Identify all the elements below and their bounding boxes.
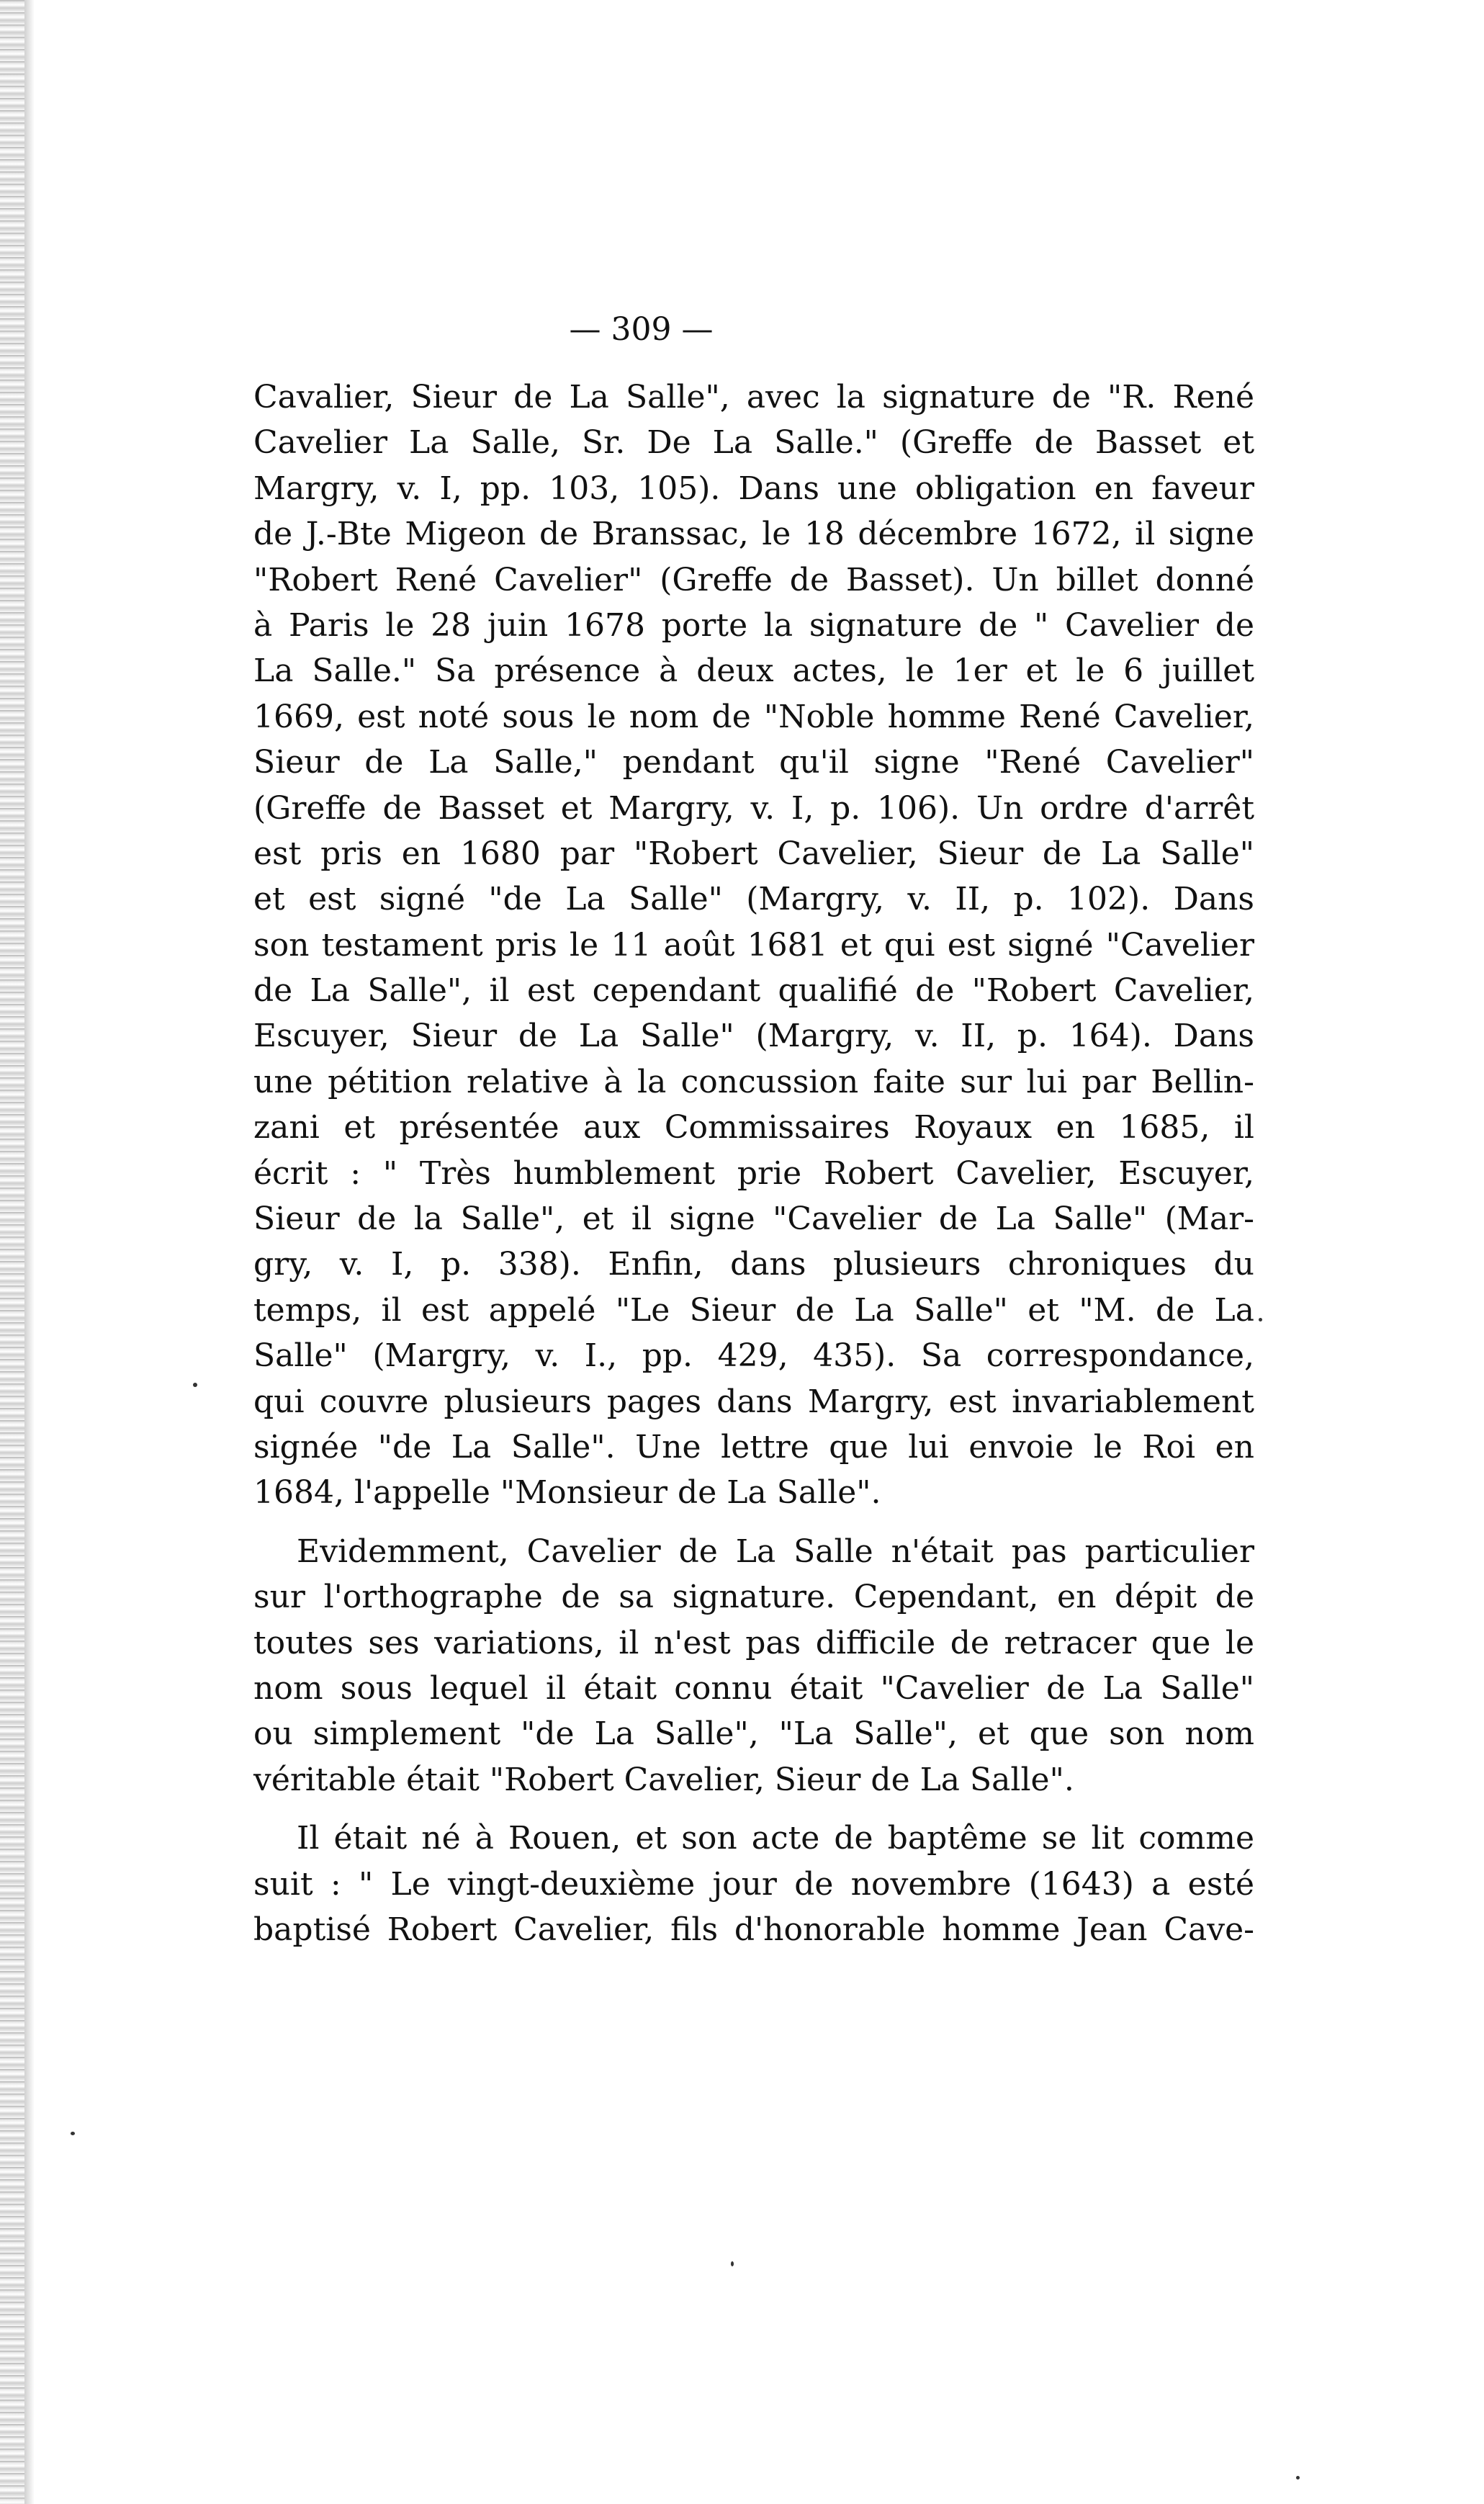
text-line: Cavalier, Sieur de La Salle", avec la signature de "R. René [253, 379, 1254, 416]
text-line: de La Salle", il est cependant qualifié de "Robert Cavelier, [253, 972, 1254, 1010]
text-line: gry, v. I, p. 338). Enfin, dans plusieurs chroniques du [253, 1246, 1254, 1283]
page-number: — 309 — [569, 311, 714, 348]
text-line: son testament pris le 11 août 1681 et qui est signé "Cavelier [253, 926, 1254, 964]
scan-speck [1259, 1318, 1262, 1321]
scan-speck [193, 1383, 197, 1387]
paragraph [253, 1529, 1254, 1803]
text-line: ou simplement "de La Salle", "La Salle", et que son nom [253, 1715, 1254, 1753]
text-line: baptisé Robert Cavelier, fils d'honorable homme Jean Cave- [253, 1911, 1254, 1948]
scan-binding-shadow [24, 0, 35, 2504]
text-line: Salle" (Margry, v. I., pp. 429, 435). Sa correspondance, [253, 1337, 1254, 1375]
text-line: Escuyer, Sieur de La Salle" (Margry, v. II, p. 164). Dans [253, 1018, 1254, 1055]
text-line: véritable était "Robert Cavelier, Sieur de La Salle". [253, 1761, 1074, 1798]
text-line: 1669, est noté sous le nom de "Noble homme René Cavelier, [253, 698, 1254, 735]
text-line: (Greffe de Basset et Margry, v. I, p. 106). Un ordre d'arrêt [253, 789, 1254, 827]
text-line: Il était né à Rouen, et son acte de baptême se lit comme [297, 1820, 1254, 1857]
text-line: Cavelier La Salle, Sr. De La Salle." (Greffe de Basset et [253, 424, 1254, 462]
scan-binding-edge [0, 0, 24, 2504]
paragraph [253, 1816, 1254, 1952]
text-line: zani et présentée aux Commissaires Royaux en 1685, il [253, 1109, 1254, 1146]
text-line: écrit : " Très humblement prie Robert Cavelier, Escuyer, [253, 1154, 1254, 1192]
text-line: Evidemment, Cavelier de La Salle n'était pas particulier [297, 1533, 1254, 1570]
text-line: "Robert René Cavelier" (Greffe de Basset). Un billet donné [253, 561, 1254, 598]
scan-speck [71, 2132, 75, 2135]
text-line: Margry, v. I, pp. 103, 105). Dans une obligation en faveur [253, 470, 1254, 507]
body-text [253, 374, 1254, 1952]
text-line: La Salle." Sa présence à deux actes, le 1er et le 6 juillet [253, 652, 1254, 690]
scan-speck [731, 2261, 734, 2266]
text-line: Sieur de La Salle," pendant qu'il signe "René Cavelier" [253, 744, 1254, 781]
text-line: suit : " Le vingt-deuxième jour de novembre (1643) a esté [253, 1865, 1254, 1903]
text-line: toutes ses variations, il n'est pas difficile de retracer que le [253, 1624, 1254, 1661]
text-line: signée "de La Salle". Une lettre que lui envoie le Roi en [253, 1428, 1254, 1466]
scan-speck [1296, 2476, 1300, 2480]
text-line: temps, il est appelé "Le Sieur de La Salle" et "M. de La [253, 1291, 1254, 1329]
text-line: de J.-Bte Migeon de Branssac, le 18 décembre 1672, il signe [253, 516, 1254, 553]
paragraph [253, 374, 1254, 1516]
text-line: nom sous lequel il était connu était "Cavelier de La Salle" [253, 1669, 1254, 1707]
text-line: qui couvre plusieurs pages dans Margry, est invariablement [253, 1383, 1254, 1420]
text-line: et est signé "de La Salle" (Margry, v. II, p. 102). Dans [253, 881, 1254, 918]
text-line: est pris en 1680 par "Robert Cavelier, Sieur de La Salle" [253, 835, 1254, 872]
text-line: à Paris le 28 juin 1678 porte la signature de " Cavelier de [253, 606, 1254, 644]
text-line: Sieur de la Salle", et il signe "Cavelier de La Salle" (Mar- [253, 1201, 1254, 1238]
text-line: une pétition relative à la concussion faite sur lui par Bellin- [253, 1063, 1254, 1100]
text-line: 1684, l'appelle "Monsieur de La Salle". [253, 1474, 881, 1512]
text-line: sur l'orthographe de sa signature. Cependant, en dépit de [253, 1579, 1254, 1616]
